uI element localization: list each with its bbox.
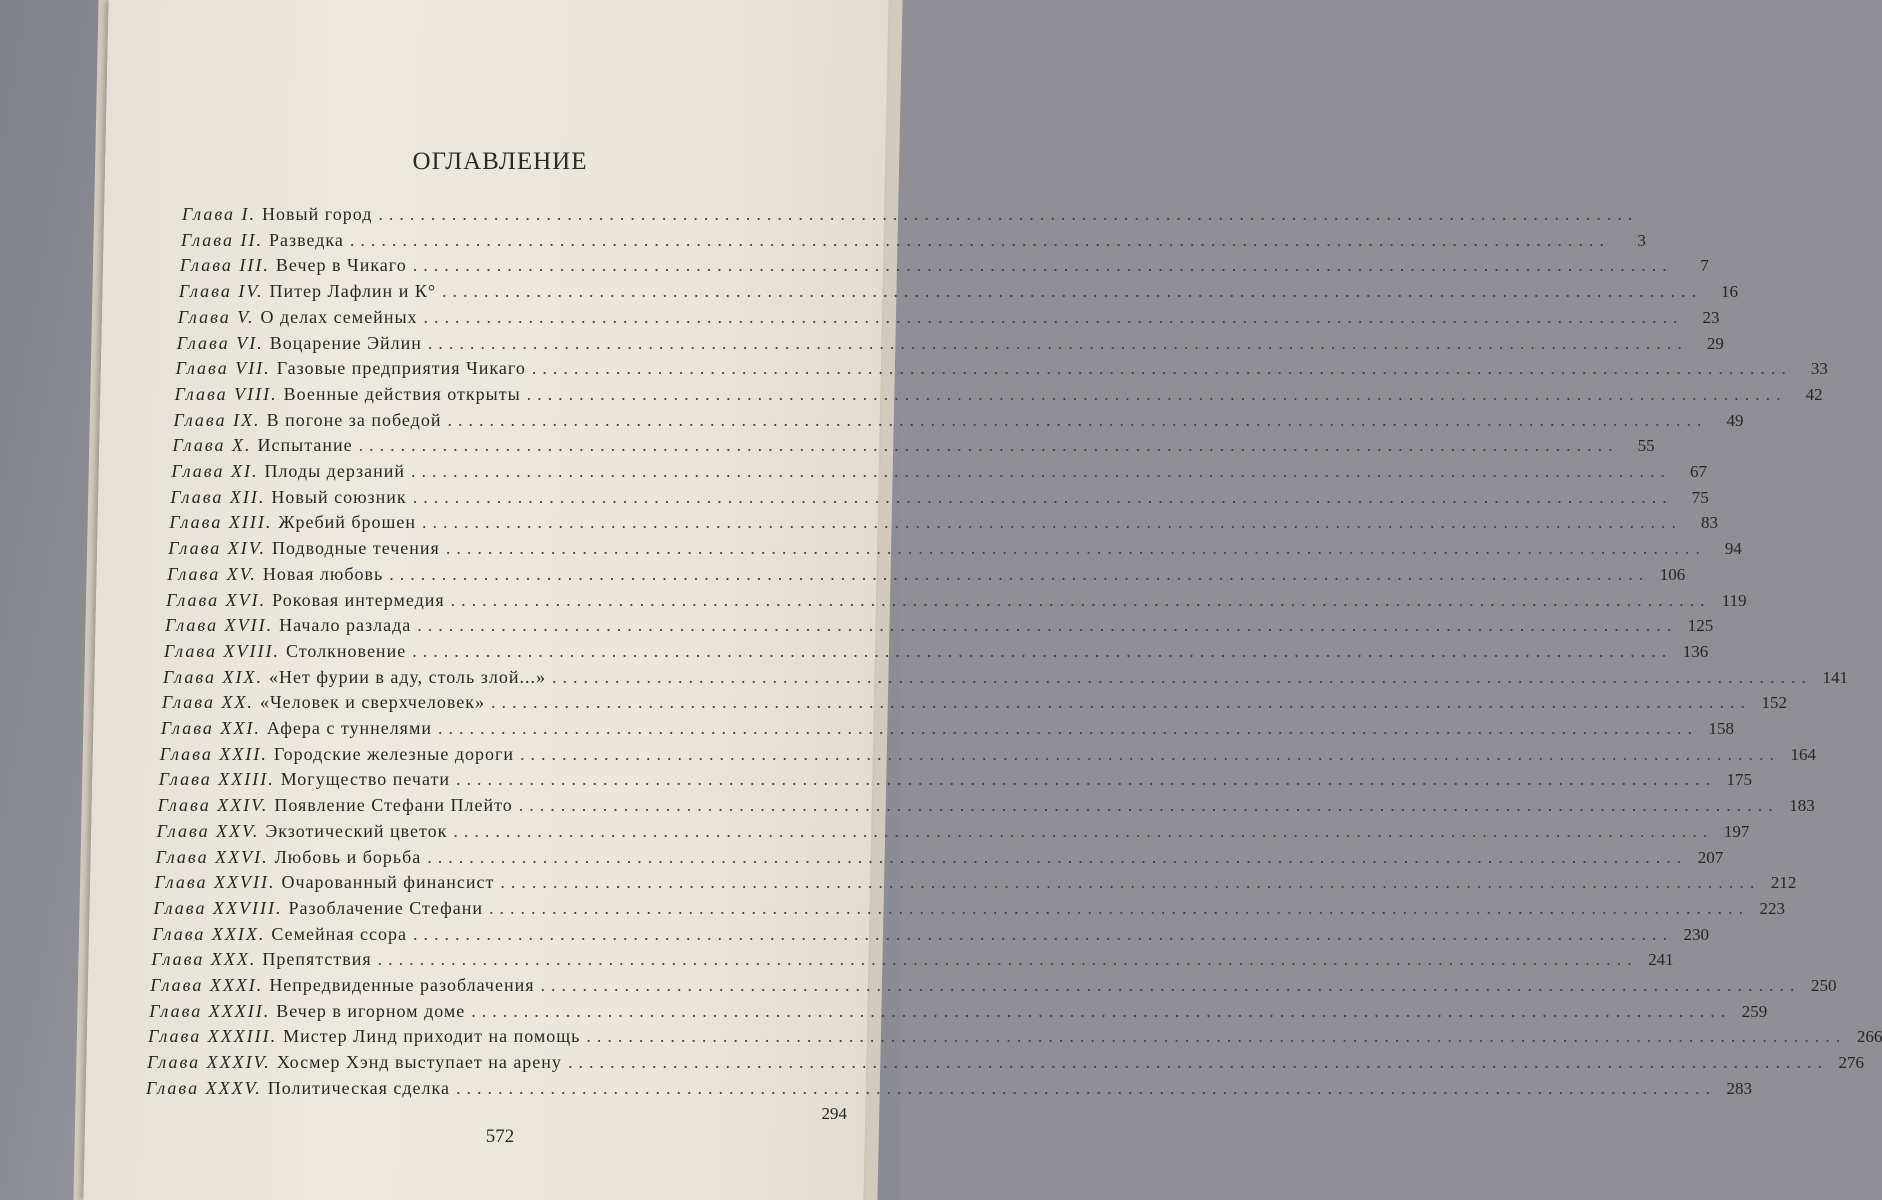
chapter-title: Разведка (268, 229, 344, 250)
dot-leader: ........................................................................................................................ (377, 949, 1638, 970)
dot-leader: ........................................................................................................................ (438, 718, 1698, 738)
chapter-title: Столкновение (286, 640, 407, 661)
chapter-label: Глава XVIII. (164, 640, 281, 661)
chapter-label: Глава XXVI. (155, 846, 269, 867)
chapter-label: Глава VI. (176, 332, 264, 353)
chapter-title: Вечер в игорном доме (276, 1000, 466, 1021)
chapter-title: Плоды дерзаний (264, 461, 406, 481)
dot-leader: ........................................................................................................................ (412, 486, 1673, 507)
chapter-label: Глава XXIX. (152, 923, 266, 944)
dot-leader: ........................................................................................................................ (349, 229, 1610, 250)
toc-entry (171, 461, 1708, 487)
dot-leader: ........................................................................................................................ (586, 1026, 1847, 1047)
toc-entry (175, 358, 1828, 384)
page-ref: 276 (1838, 1053, 1864, 1073)
chapter-label: Глава XXI. (160, 718, 261, 738)
chapter-title: Подводные течения (271, 538, 440, 559)
chapter-title: Питер Лафлин и К° (269, 281, 437, 302)
chapter-title: Начало разлада (279, 615, 412, 636)
chapter-title: Появление Стефани Плейто (274, 795, 513, 816)
toc-heading: ОГЛАВЛЕНИЕ (412, 148, 588, 175)
chapter-title: Воцарение Эйлин (269, 332, 422, 353)
chapter-label: Глава XXV. (156, 820, 260, 841)
chapter-label: Глава XI. (171, 461, 259, 481)
chapter-title: Новый город (262, 204, 373, 224)
page-ref: 94 (1724, 539, 1742, 559)
chapter-title: Новый союзник (271, 486, 407, 507)
chapter-title: Газовые предприятия Чикаго (276, 358, 526, 379)
page-ref: 136 (1682, 641, 1709, 661)
dot-leader: ........................................................................................................................ (450, 589, 1711, 610)
page-ref: 23 (1702, 307, 1720, 327)
toc-entry (170, 486, 1709, 513)
toc-entry (162, 666, 1848, 693)
chapter-title: Жребий брошен (278, 512, 417, 533)
page-ref: 266 (1856, 1027, 1882, 1047)
toc-entry (154, 872, 1797, 898)
chapter-label: Глава XXXII. (149, 1000, 271, 1021)
toc-entry (157, 795, 1815, 821)
dot-leader: ........................................................................................................................ (412, 255, 1673, 276)
page-ref: 67 (1690, 462, 1708, 481)
chapter-title: Экзотический цветок (265, 820, 448, 841)
chapter-title: Городские железные дороги (273, 743, 515, 764)
chapter-label: Глава IV. (178, 281, 264, 302)
page-ref: 33 (1810, 359, 1828, 379)
chapter-label: Глава XXX. (151, 949, 257, 970)
dot-leader: ........................................................................................................................ (423, 306, 1684, 327)
toc-entry (153, 897, 1785, 924)
toc-entry (168, 538, 1742, 564)
chapter-title: Разоблачение Стефани (288, 897, 483, 918)
page-ref: 259 (1741, 1001, 1768, 1021)
chapter-label: Глава I. (182, 204, 257, 224)
chapter-title: Хосмер Хэнд выступает на арену (276, 1052, 562, 1073)
toc-entry (182, 204, 1639, 230)
page-ref: 16 (1721, 282, 1739, 302)
page-ref: 119 (1721, 590, 1747, 610)
chapter-title: Очарованный финансист (281, 872, 495, 893)
page-ref: 152 (1761, 693, 1787, 713)
chapter-label: Глава VIII. (174, 383, 278, 404)
page-ref: 75 (1691, 487, 1709, 507)
chapter-title: Афера с туннелями (266, 718, 432, 738)
toc-entry (161, 692, 1787, 718)
chapter-label: Глава XII. (170, 486, 266, 507)
page-ref: 223 (1759, 898, 1785, 918)
toc-entry (155, 846, 1724, 873)
dot-leader: ........................................................................................................................ (540, 975, 1801, 995)
dot-leader: ........................................................................................................................ (453, 820, 1714, 841)
dot-leader: ........................................................................................................................ (358, 435, 1619, 456)
chapter-title: Препятствия (262, 949, 372, 970)
page-ref: 106 (1659, 564, 1686, 584)
dot-leader: ........................................................................................................................ (500, 872, 1761, 893)
toc-entry (150, 975, 1837, 1001)
chapter-label: Глава XV. (167, 563, 257, 584)
toc-entry (160, 718, 1734, 744)
page-ref: 7 (1700, 256, 1709, 276)
chapter-title: Политическая сделка (267, 1077, 450, 1098)
chapter-label: Глава X. (172, 435, 252, 456)
dot-leader: ........................................................................................................................ (518, 795, 1779, 816)
page-ref: 230 (1683, 924, 1710, 944)
chapter-label: Глава XVI. (166, 589, 267, 610)
page-ref: 42 (1805, 384, 1823, 404)
chapter-title: «Нет фурии в аду, столь злой...» (269, 666, 546, 687)
toc-entry (164, 640, 1709, 667)
dot-leader: ........................................................................................................................ (531, 358, 1792, 379)
toc-entry (178, 281, 1739, 307)
dot-leader: ........................................................................................................................ (445, 538, 1706, 559)
dot-leader: ........................................................................................................................ (567, 1052, 1828, 1073)
dot-leader: ........................................................................................................................ (417, 615, 1678, 636)
page-ref: 125 (1687, 616, 1714, 636)
toc-entry (156, 820, 1750, 847)
chapter-label: Глава XIV. (168, 538, 266, 559)
chapter-label: Глава XXXV. (146, 1077, 262, 1098)
toc-entry (147, 1052, 1864, 1078)
page-ref: 164 (1790, 744, 1817, 764)
dot-leader: ........................................................................................................................ (455, 769, 1716, 790)
page-ref: 250 (1811, 976, 1837, 995)
chapter-label: Глава XXXIV. (147, 1052, 271, 1073)
toc-entry (149, 1000, 1768, 1027)
dot-leader: ........................................................................................................................ (447, 409, 1708, 430)
toc-entry (179, 255, 1709, 281)
chapter-label: Глава XXVIII. (153, 897, 283, 918)
chapter-label: Глава XXII. (159, 743, 268, 764)
dot-leader: ........................................................................................................................ (427, 332, 1688, 353)
chapter-title: Роковая интермедия (272, 589, 445, 610)
toc-entry (174, 383, 1823, 410)
dot-leader: ........................................................................................................................ (489, 897, 1749, 918)
chapter-title: О делах семейных (260, 306, 418, 327)
chapter-label: Глава VII. (175, 358, 271, 379)
chapter-title: В погоне за победой (266, 409, 442, 430)
chapter-label: Глава XX. (161, 692, 254, 713)
page-ref: 55 (1637, 436, 1655, 456)
chapter-title: Могущество печати (280, 769, 450, 790)
page-ref: 175 (1726, 770, 1752, 790)
dot-leader: ........................................................................................................................ (411, 461, 1672, 481)
page-ref: 241 (1648, 950, 1674, 970)
page-ref: 207 (1697, 847, 1724, 867)
toc-entry (169, 512, 1719, 538)
toc-entry (166, 589, 1747, 616)
dot-leader: ........................................................................................................................ (422, 512, 1683, 533)
dot-leader: ........................................................................................................................ (389, 563, 1650, 584)
chapter-title: Испытание (257, 435, 353, 456)
toc-entry (177, 306, 1720, 333)
page-ref: 283 (1726, 1078, 1752, 1098)
toc-entry (148, 1026, 1882, 1052)
page-ref: 29 (1706, 333, 1724, 353)
chapter-label: Глава XIII. (169, 512, 273, 533)
page-ref: 183 (1789, 796, 1815, 816)
chapter-title: «Человек и сверхчеловек» (259, 692, 485, 713)
chapter-title: Любовь и борьба (274, 846, 422, 867)
toc-entry (159, 743, 1817, 770)
chapter-label: Глава XIX. (162, 666, 263, 687)
chapter-label: Глава XXVII. (154, 872, 276, 893)
toc-entry (172, 435, 1655, 461)
toc-entry (165, 615, 1714, 641)
page-ref: 3 (1637, 230, 1646, 250)
chapter-title: Мистер Линд приходит на помощь (283, 1026, 581, 1047)
dot-leader: ........................................................................................................................ (455, 1077, 1716, 1098)
dot-leader: ........................................................................................................................ (427, 846, 1688, 867)
chapter-title: Новая любовь (262, 563, 384, 584)
dot-leader: ........................................................................................................................ (412, 640, 1673, 661)
toc-entry (173, 409, 1744, 436)
dot-leader: ........................................................................................................................ (471, 1000, 1732, 1021)
chapter-label: Глава XXIII. (158, 769, 275, 790)
toc-entry (151, 949, 1674, 975)
chapter-title: Непредвиденные разоблачения (269, 975, 535, 995)
page-ref: 197 (1723, 821, 1750, 841)
dot-leader: ........................................................................................................................ (378, 204, 1639, 224)
toc-entry (176, 332, 1724, 359)
page-ref: 141 (1822, 667, 1848, 687)
chapter-label: Глава XXXI. (150, 975, 264, 995)
chapter-label: Глава XVII. (165, 615, 274, 636)
dot-leader: ........................................................................................................................ (491, 692, 1751, 713)
page-ref: 294 (821, 1103, 847, 1123)
dot-leader: ........................................................................................................................ (520, 743, 1781, 764)
chapter-label: Глава IX. (173, 409, 261, 430)
dot-leader: ........................................................................................................................ (551, 666, 1812, 687)
toc-entry (180, 229, 1646, 256)
chapter-label: Глава II. (180, 229, 263, 250)
chapter-label: Глава V. (177, 306, 255, 327)
toc-entry (146, 1077, 1752, 1104)
chapter-title: Военные действия открыты (283, 383, 521, 404)
dot-leader: ........................................................................................................................ (413, 923, 1674, 944)
toc-entry (152, 923, 1710, 950)
chapter-title: Семейная ссора (271, 923, 408, 944)
toc-entry (167, 563, 1686, 590)
chapter-label: Глава XXIV. (157, 795, 269, 816)
dot-leader: ........................................................................................................................ (526, 383, 1787, 404)
page-ref: 158 (1708, 719, 1734, 738)
page-ref: 49 (1726, 410, 1744, 430)
page-number: 572 (485, 1126, 515, 1147)
chapter-label: Глава III. (179, 255, 270, 276)
chapter-title: Вечер в Чикаго (275, 255, 407, 276)
chapter-label: Глава XXXIII. (148, 1026, 278, 1047)
page-ref: 83 (1701, 513, 1719, 533)
toc-entry (158, 769, 1752, 795)
page-ref: 212 (1770, 873, 1797, 893)
dot-leader: ........................................................................................................................ (442, 281, 1703, 302)
